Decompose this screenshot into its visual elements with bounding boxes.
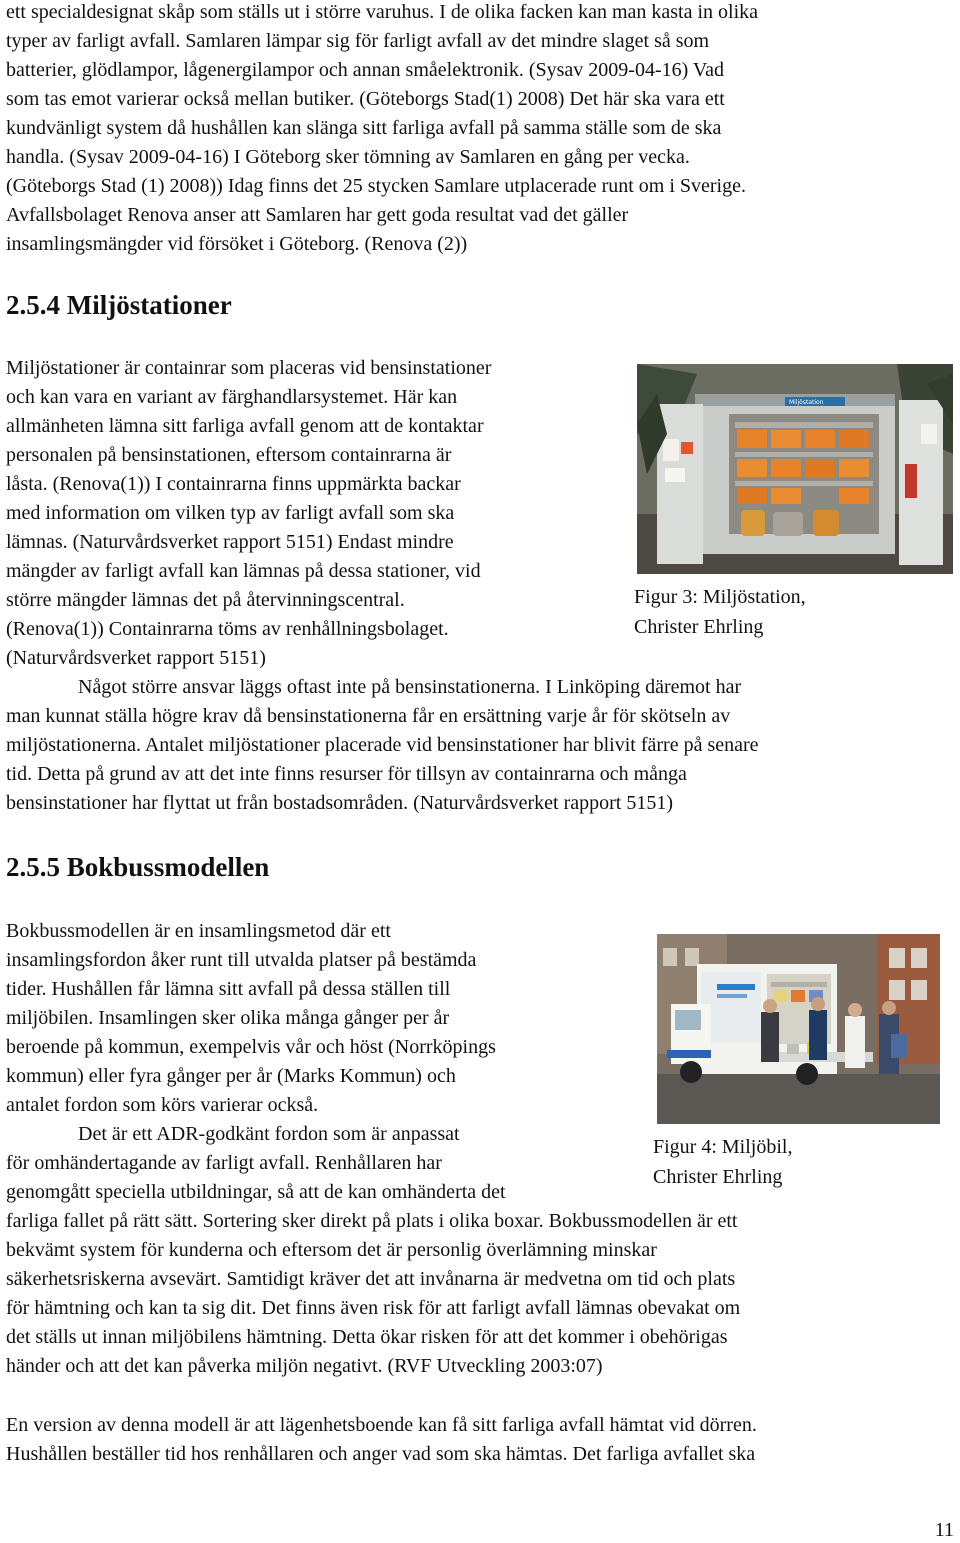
text-line: det ställs ut innan miljöbilens hämtning. Detta ökar risken för att det kommer i obehörigas: [6, 1326, 728, 1348]
text-line: Avfallsbolaget Renova anser att Samlaren har gett goda resultat vad det gäller: [6, 204, 629, 226]
text-line: farliga fallet på rätt sätt. Sortering sker direkt på plats i olika boxar. Bokbussmodellen är ett: [6, 1210, 738, 1232]
text-line: (Naturvårdsverket rapport 5151): [6, 647, 266, 669]
van-illustration: [657, 934, 940, 1124]
text-line: beroende på kommun, exempelvis vår och höst (Norrköpings: [6, 1036, 496, 1058]
text-line: med information om vilken typ av farligt avfall som ska: [6, 502, 455, 524]
text-line: antalet fordon som körs varierar också.: [6, 1094, 319, 1116]
page-number: 11: [934, 1519, 954, 1541]
text-line: En version av denna modell är att lägenhetsboende kan få sitt farliga avfall hämtat vid dörren.: [6, 1414, 757, 1436]
text-line: låsta. (Renova(1)) I containrarna finns uppmärkta backar: [6, 473, 461, 495]
text-line: lämnas. (Naturvårdsverket rapport 5151) Endast mindre: [6, 531, 454, 553]
text-line: Bokbussmodellen är en insamlingsmetod där ett: [6, 920, 391, 942]
text-line: Något större ansvar läggs oftast inte på bensinstationerna. I Linköping däremot har: [78, 676, 742, 698]
text-line: ett specialdesignat skåp som ställs ut i större varuhus. I de olika facken kan man kasta in olika: [6, 1, 759, 23]
text-line: insamlingsmängder vid försöket i Göteborg. (Renova (2)): [6, 233, 468, 255]
figure-3-caption-line1: Figur 3: Miljöstation,: [634, 586, 806, 608]
text-line: batterier, glödlampor, lågenergilampor och annan småelektronik. (Sysav 2009-04-16) Vad: [6, 59, 725, 81]
text-line: Miljöstationer är containrar som placeras vid bensinstationer: [6, 357, 492, 379]
figure-miljobil-photo: [657, 934, 940, 1124]
text-line: miljöstationerna. Antalet miljöstationer placerade vid bensinstationer har blivit färre på senare: [6, 734, 759, 756]
text-line: bensinstationer har flyttat ut från bostadsområden. (Naturvårdsverket rapport 5151): [6, 792, 674, 814]
figure-3-caption-line2: Christer Ehrling: [634, 616, 764, 638]
text-line: större mängder lämnas det på återvinningscentral.: [6, 589, 405, 611]
text-line: kommun) eller fyra gånger per år (Marks Kommun) och: [6, 1065, 456, 1087]
text-line: Hushållen beställer tid hos renhållaren och anger vad som ska hämtas. Det farliga avfallet ska: [6, 1443, 756, 1465]
text-line: och kan vara en variant av färghandlarsystemet. Här kan: [6, 386, 458, 408]
text-line: tider. Hushållen får lämna sitt avfall på dessa ställen till: [6, 978, 451, 1000]
text-line: (Renova(1)) Containrarna töms av renhållningsbolaget.: [6, 618, 449, 640]
text-line: kundvänligt system då hushållen kan slänga sitt farliga avfall på samma ställe som de ska: [6, 117, 722, 139]
figure-4-caption-line2: Christer Ehrling: [653, 1166, 783, 1188]
text-line: tid. Detta på grund av att det inte finns resurser för tillsyn av containrarna och många: [6, 763, 687, 785]
text-line: man kunnat ställa högre krav då bensinstationerna får en ersättning varje år för skötseln av: [6, 705, 731, 727]
text-line: allmänheten lämna sitt farliga avfall genom att de kontaktar: [6, 415, 484, 437]
text-line: mängder av farligt avfall kan lämnas på dessa stationer, vid: [6, 560, 481, 582]
section-heading-bokbussmodellen: 2.5.5 Bokbussmodellen: [6, 852, 270, 882]
text-line: miljöbilen. Insamlingen sker olika många gånger per år: [6, 1007, 450, 1029]
text-line: handla. (Sysav 2009-04-16) I Göteborg sker tömning av Samlaren en gång per vecka.: [6, 146, 690, 168]
station-sign-text: Miljöstation: [789, 399, 824, 406]
text-line: bekvämt system för kunderna och eftersom det är personlig överlämning minskar: [6, 1239, 657, 1261]
figure-miljostation-photo: [637, 364, 953, 574]
text-line: genomgått speciella utbildningar, så att de kan omhänderta det: [6, 1181, 506, 1203]
text-line: Det är ett ADR-godkänt fordon som är anpassat: [78, 1123, 460, 1145]
text-line: personalen på bensinstationen, eftersom containrarna är: [6, 444, 452, 466]
text-line: för hämtning och kan ta sig dit. Det finns även risk för att farligt avfall lämnas obevakat om: [6, 1297, 741, 1319]
text-line: (Göteborgs Stad (1) 2008)) Idag finns det 25 stycken Samlare utplacerade runt om i Sverige.: [6, 175, 746, 197]
section-heading-miljostationer: 2.5.4 Miljöstationer: [6, 290, 232, 320]
figure-4-caption-line1: Figur 4: Miljöbil,: [653, 1136, 793, 1158]
text-line: för omhändertagande av farligt avfall. Renhållaren har: [6, 1152, 442, 1174]
container-station-illustration: [637, 364, 953, 574]
text-line: säkerhetsriskerna avsevärt. Samtidigt kräver det att invånarna är medvetna om tid och plats: [6, 1268, 736, 1290]
text-line: insamlingsfordon åker runt till utvalda platser på bestämda: [6, 949, 477, 971]
text-line: som tas emot varierar också mellan butiker. (Göteborgs Stad(1) 2008) Det här ska vara ett: [6, 88, 725, 110]
text-line: händer och att det kan påverka miljön negativt. (RVF Utveckling 2003:07): [6, 1355, 603, 1377]
text-line: typer av farligt avfall. Samlaren lämpar sig för farligt avfall av det mindre slaget så som: [6, 30, 710, 52]
